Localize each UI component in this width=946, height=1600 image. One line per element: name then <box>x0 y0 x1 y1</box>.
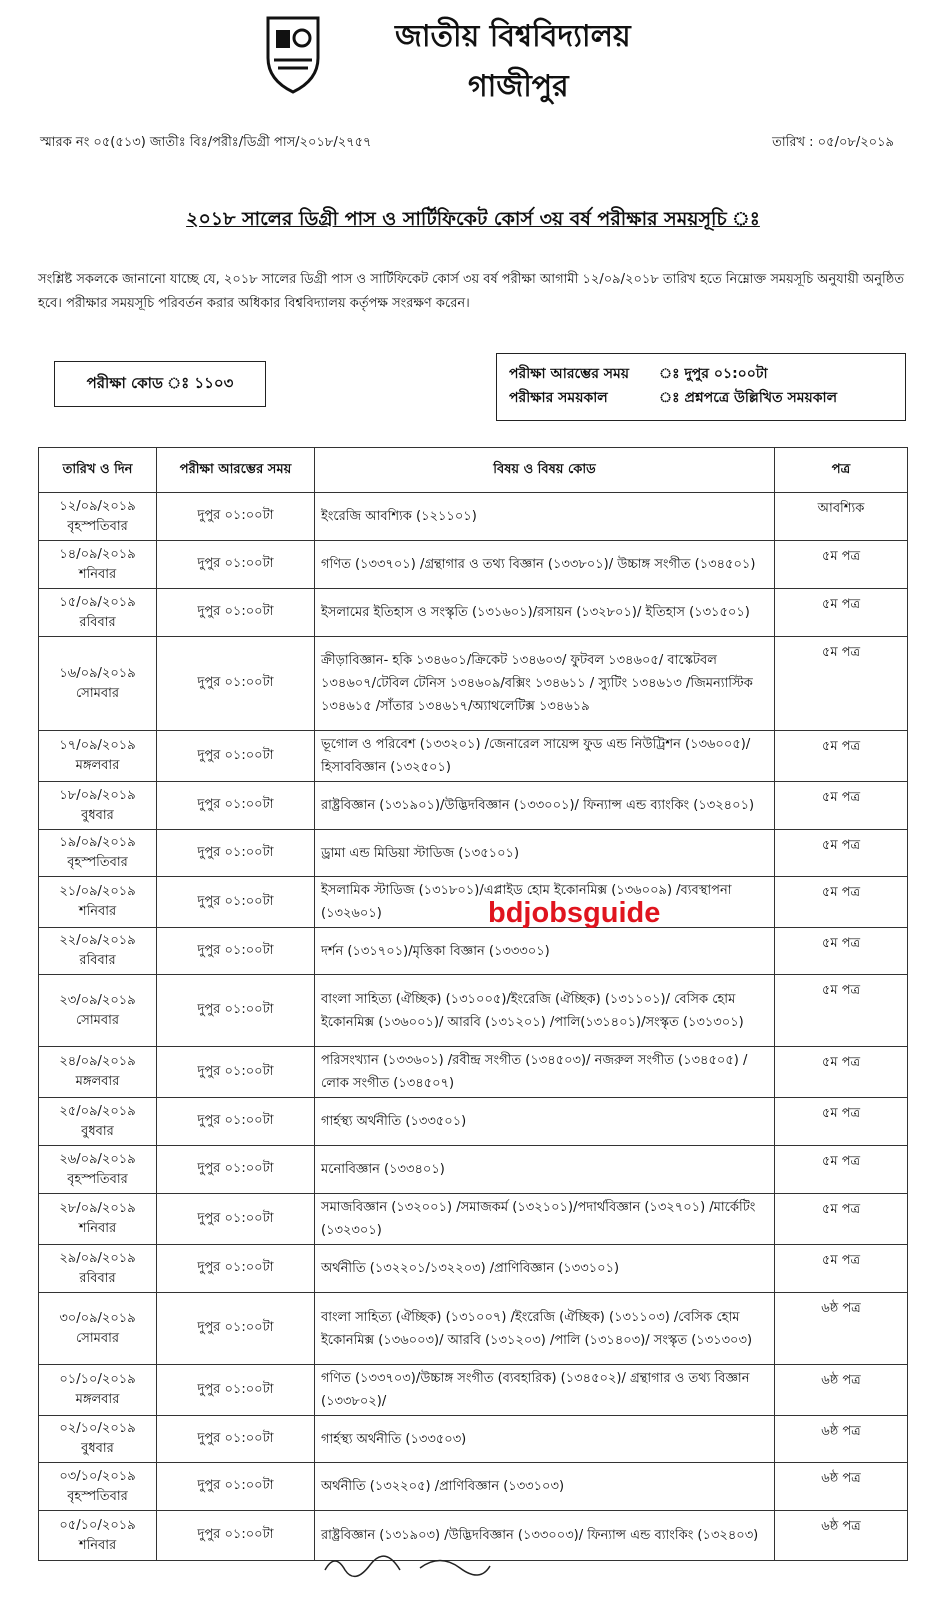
time-cell: দুপুর ০১:০০টা <box>157 1293 315 1365</box>
exam-day: বৃহস্পতিবার <box>67 518 128 534</box>
paper-cell: ৫ম পত্র <box>775 589 908 637</box>
university-city: গাজীপুর <box>468 69 569 104</box>
paper-cell: ৫ম পত্র <box>775 541 908 589</box>
time-cell: দুপুর ০১:০০টা <box>157 637 315 731</box>
time-cell: দুপুর ০১:০০টা <box>157 928 315 975</box>
exam-date: ১৭/০৯/২০১৯ <box>59 738 136 753</box>
subject-cell: গণিত (১৩৩৭০৩)/উচ্চাঙ্গ সংগীত (ব্যবহারিক) (১৩৪৫০২)/ গ্রন্থাগার ও তথ্য বিজ্ঞান (১৩৩৮০২)/ <box>315 1365 775 1416</box>
exam-date: ৩০/০৯/২০১৯ <box>59 1310 136 1326</box>
table-row <box>39 1194 908 1245</box>
table-row <box>39 928 908 975</box>
table-row <box>39 830 908 877</box>
date-cell <box>39 589 157 637</box>
notice-text: সংশ্লিষ্ট সকলকে জানানো যাচ্ছে যে, ২০১৮ সালের ডিগ্রী পাস ও সার্টিফিকেট কোর্স ৩য় বর্ষ পরীক্ষা আগামী ১২/০৯/২০১৮ তারিখ হতে নিম্নোক্ত সময়সূচি অনুযায়ী অনুষ্ঠিত হবে। পরীক্ষার সময়সূচি পরিবর্তন করার অধিকার বিশ্ববিদ্যালয় কর্তৃপক্ষ সংরক্ষণ করেন। <box>38 272 904 311</box>
date-cell <box>39 782 157 830</box>
exam-day: রবিবার <box>79 953 116 968</box>
duration-value: ঃ প্রশ্নপত্রে উল্লিখিত সময়কাল <box>659 390 837 406</box>
paper-cell: ৫ম পত্র <box>775 731 908 782</box>
paper-cell: ৬ষ্ঠ পত্র <box>775 1416 908 1463</box>
exam-time-box <box>496 353 906 421</box>
university-name: জাতীয় বিশ্ববিদ্যালয় <box>395 19 631 54</box>
time-cell: দুপুর ০১:০০টা <box>157 975 315 1047</box>
exam-day: বৃহস্পতিবার <box>67 855 128 870</box>
start-time-label: পরীক্ষা আরম্ভের সময় <box>509 366 630 382</box>
university-logo <box>262 10 324 96</box>
date-cell <box>39 493 157 541</box>
time-cell: দুপুর ০১:০০টা <box>157 1146 315 1194</box>
signature <box>320 1550 500 1580</box>
paper-cell: ৫ম পত্র <box>775 637 908 731</box>
exam-day: সোমবার <box>75 685 119 701</box>
date-cell <box>39 637 157 731</box>
duration-label: পরীক্ষার সময়কাল <box>509 390 608 406</box>
table-row <box>39 782 908 830</box>
exam-day: বৃহস্পতিবার <box>67 1488 128 1504</box>
exam-date: ১৮/০৯/২০১৯ <box>59 787 136 803</box>
table-row <box>39 1146 908 1194</box>
table-row <box>39 1047 908 1098</box>
header-paper: পত্র <box>775 448 908 493</box>
date-cell <box>39 1365 157 1416</box>
exam-day: শনিবার <box>78 1221 117 1236</box>
exam-date: ২৩/০৯/২০১৯ <box>59 992 136 1008</box>
date-cell <box>39 731 157 782</box>
subject-cell: ক্রীড়াবিজ্ঞান- হকি ১৩৪৬০১/ক্রিকেট ১৩৪৬০৩/ ফুটবল ১৩৪৬০৫/ বাস্কেটবল ১৩৪৬০৭/টেবিল টেনিস ১৩৪৬০৯/বক্সিং ১৩৪৬১১ / স্যুটিং ১৩৪৬১৩ /জিমন্যাস্টিক ১৩৪৬১৫ /সাঁতার ১৩৪৬১৭/অ্যাথলেটিক্স ১৩৪৬১৯ <box>315 637 775 731</box>
paper-cell: আবশ্যিক <box>775 493 908 541</box>
time-cell: দুপুর ০১:০০টা <box>157 1194 315 1245</box>
subject-cell: মনোবিজ্ঞান (১৩৩৪০১) <box>315 1146 775 1194</box>
exam-date: ১২/০৯/২০১৯ <box>59 498 136 514</box>
header-time: পরীক্ষা আরম্ভের সময় <box>157 448 315 493</box>
memo-number: স্মারক নং ০৫(৫১৩) জাতীঃ বিঃ/পরীঃ/ডিগ্রী পাস/২০১৮/২৭৫৭ <box>40 135 372 150</box>
subject-cell: ইংরেজি আবশ্যিক (১২১১০১) <box>315 493 775 541</box>
paper-cell: ৫ম পত্র <box>775 1245 908 1293</box>
table-row <box>39 975 908 1047</box>
exam-day: বুধবার <box>81 1123 114 1139</box>
header-subject: বিষয় ও বিষয় কোড <box>315 448 775 493</box>
exam-date: ০৩/১০/২০১৯ <box>59 1468 136 1484</box>
date-cell <box>39 877 157 928</box>
paper-cell: ৫ম পত্র <box>775 975 908 1047</box>
exam-day: রবিবার <box>79 1270 116 1286</box>
paper-cell: ৬ষ্ঠ পত্র <box>775 1365 908 1416</box>
date-cell <box>39 1511 157 1561</box>
paper-cell: ৫ম পত্র <box>775 877 908 928</box>
paper-cell: ৬ষ্ঠ পত্র <box>775 1293 908 1365</box>
paper-cell: ৫ম পত্র <box>775 928 908 975</box>
table-row <box>39 637 908 731</box>
subject-cell: দর্শন (১৩১৭০১)/মৃত্তিকা বিজ্ঞান (১৩৩৩০১) <box>315 928 775 975</box>
date-cell <box>39 1194 157 1245</box>
exam-day: মঙ্গলবার <box>75 758 120 773</box>
date-cell <box>39 975 157 1047</box>
exam-date: ২৪/০৯/২০১৯ <box>59 1054 136 1069</box>
date-cell <box>39 1245 157 1293</box>
table-row <box>39 1245 908 1293</box>
start-time-value: ঃ দুপুর ০১:০০টা <box>659 366 768 382</box>
exam-day: রবিবার <box>79 614 116 630</box>
table-row <box>39 731 908 782</box>
exam-day: বুধবার <box>81 807 114 823</box>
table-row <box>39 1365 908 1416</box>
watermark: bdjobsguide <box>488 897 661 929</box>
subject-cell: ভূগোল ও পরিবেশ (১৩৩২০১) /জেনারেল সায়েন্স ফুড এন্ড নিউট্রিশন (১৩৬০০৫)/ হিসাববিজ্ঞান (১৩২৫০১) <box>315 731 775 782</box>
paper-cell: ৫ম পত্র <box>775 1146 908 1194</box>
time-cell: দুপুর ০১:০০টা <box>157 1416 315 1463</box>
date-cell <box>39 1047 157 1098</box>
exam-day: সোমবার <box>75 1330 119 1346</box>
subject-cell: রাষ্ট্রবিজ্ঞান (১৩১৯০৩) /উদ্ভিদবিজ্ঞান (১৩৩০০৩)/ ফিন্যান্স এন্ড ব্যাংকিং (১৩২৪০৩) <box>315 1511 775 1561</box>
subject-cell: পরিসংখ্যান (১৩৩৬০১) /রবীন্দ্র সংগীত (১৩৪৫০৩)/ নজরুল সংগীত (১৩৪৫০৫) /লোক সংগীত (১৩৪৫০৭) <box>315 1047 775 1098</box>
subject-cell: ইসলামিক স্টাডিজ (১৩১৮০১)/এপ্লাইড হোম ইকোনমিক্স (১৩৬০০৯) /ব্যবস্থাপনা (১৩২৬০১) <box>315 877 775 928</box>
paper-cell: ৫ম পত্র <box>775 830 908 877</box>
date-cell <box>39 1146 157 1194</box>
exam-day: শনিবার <box>78 1537 117 1553</box>
exam-date: ২৬/০৯/২০১৯ <box>59 1151 136 1167</box>
subject-cell: বাংলা সাহিত্য (ঐচ্ছিক) (১৩১০০৭) /ইংরেজি (ঐচ্ছিক) (১৩১১০৩) /বেসিক হোম ইকোনমিক্স (১৩৬০০৩)/ আরবি (১৩১২০৩) /পালি (১৩১৪০৩)/ সংস্কৃত (১৩১৩০৩) <box>315 1293 775 1365</box>
exam-date: ২৮/০৯/২০১৯ <box>59 1201 136 1216</box>
time-cell: দুপুর ০১:০০টা <box>157 493 315 541</box>
subject-cell: গণিত (১৩৩৭০১) /গ্রন্থাগার ও তথ্য বিজ্ঞান (১৩৩৮০১)/ উচ্চাঙ্গ সংগীত (১৩৪৫০১) <box>315 541 775 589</box>
document-date: তারিখ : ০৫/০৮/২০১৯ <box>772 135 894 150</box>
exam-day: মঙ্গলবার <box>75 1392 120 1407</box>
time-cell: দুপুর ০১:০০টা <box>157 1047 315 1098</box>
paper-cell: ৫ম পত্র <box>775 1194 908 1245</box>
table-row <box>39 589 908 637</box>
date-cell <box>39 928 157 975</box>
subject-cell: সমাজবিজ্ঞান (১৩২০০১) /সমাজকর্ম (১৩২১০১)/পদার্থবিজ্ঞান (১৩২৭০১) /মার্কেটিং (১৩২৩০১) <box>315 1194 775 1245</box>
time-cell: দুপুর ০১:০০টা <box>157 1511 315 1561</box>
exam-date: ২১/০৯/২০১৯ <box>59 884 136 899</box>
table-row <box>39 1463 908 1511</box>
time-cell: দুপুর ০১:০০টা <box>157 877 315 928</box>
table-row <box>39 1098 908 1146</box>
table-row <box>39 493 908 541</box>
subject-cell: বাংলা সাহিত্য (ঐচ্ছিক) (১৩১০০৫)/ইংরেজি (ঐচ্ছিক) (১৩১১০১)/ বেসিক হোম ইকোনমিক্স (১৩৬০০১)/ আরবি (১৩১২০১) /পালি(১৩১৪০১)/সংস্কৃত (১৩১৩০১) <box>315 975 775 1047</box>
date-cell <box>39 1416 157 1463</box>
exam-day: মঙ্গলবার <box>75 1074 120 1089</box>
subject-cell: ড্রামা এন্ড মিডিয়া স্টাডিজ (১৩৫১০১) <box>315 830 775 877</box>
date-cell <box>39 830 157 877</box>
date-cell <box>39 1098 157 1146</box>
time-cell: দুপুর ০১:০০টা <box>157 1245 315 1293</box>
exam-date: ২৯/০৯/২০১৯ <box>59 1250 136 1266</box>
date-cell <box>39 1293 157 1365</box>
exam-date: ১৪/০৯/২০১৯ <box>59 546 136 562</box>
table-row <box>39 877 908 928</box>
exam-day: বুধবার <box>81 1441 114 1456</box>
exam-schedule-table <box>38 447 908 1561</box>
exam-day: সোমবার <box>75 1012 119 1028</box>
exam-day: বৃহস্পতিবার <box>67 1171 128 1187</box>
table-row <box>39 1293 908 1365</box>
paper-cell: ৫ম পত্র <box>775 782 908 830</box>
time-cell: দুপুর ০১:০০টা <box>157 782 315 830</box>
paper-cell: ৬ষ্ঠ পত্র <box>775 1463 908 1511</box>
header-date: তারিখ ও দিন <box>39 448 157 493</box>
time-cell: দুপুর ০১:০০টা <box>157 1098 315 1146</box>
exam-date: ২২/০৯/২০১৯ <box>59 933 136 948</box>
exam-date: ০২/১০/২০১৯ <box>59 1421 136 1436</box>
date-cell <box>39 541 157 589</box>
exam-date: ০১/১০/২০১৯ <box>59 1372 136 1387</box>
exam-day: শনিবার <box>78 904 117 919</box>
subject-cell: অর্থনীতি (১৩২২০১/১৩২২০৩) /প্রাণিবিজ্ঞান (১৩৩১০১) <box>315 1245 775 1293</box>
subject-cell: অর্থনীতি (১৩২২০৫) /প্রাণিবিজ্ঞান (১৩৩১০৩) <box>315 1463 775 1511</box>
subject-cell: গার্হস্থ্য অর্থনীতি (১৩৩৫০৩) <box>315 1416 775 1463</box>
exam-date: ২৫/০৯/২০১৯ <box>59 1103 136 1119</box>
table-row <box>39 541 908 589</box>
time-cell: দুপুর ০১:০০টা <box>157 589 315 637</box>
paper-cell: ৬ষ্ঠ পত্র <box>775 1511 908 1561</box>
table-row <box>39 1416 908 1463</box>
subject-cell: গার্হস্থ্য অর্থনীতি (১৩৩৫০১) <box>315 1098 775 1146</box>
exam-day: শনিবার <box>78 566 117 582</box>
exam-date: ১৯/০৯/২০১৯ <box>59 835 136 850</box>
exam-code-box: পরীক্ষা কোড ঃ ১১০৩ <box>54 361 266 407</box>
time-cell: দুপুর ০১:০০টা <box>157 541 315 589</box>
time-cell: দুপুর ০১:০০টা <box>157 1463 315 1511</box>
date-cell <box>39 1463 157 1511</box>
subject-cell: ইসলামের ইতিহাস ও সংস্কৃতি (১৩১৬০১)/রসায়ন (১৩২৮০১)/ ইতিহাস (১৩১৫০১) <box>315 589 775 637</box>
document-title: ২০১৮ সালের ডিগ্রী পাস ও সার্টিফিকেট কোর্স ৩য় বর্ষ পরীক্ষার সময়সূচি ঃ <box>186 208 760 230</box>
paper-cell: ৫ম পত্র <box>775 1047 908 1098</box>
paper-cell: ৫ম পত্র <box>775 1098 908 1146</box>
time-cell: দুপুর ০১:০০টা <box>157 731 315 782</box>
exam-date: ১৫/০৯/২০১৯ <box>59 594 136 610</box>
subject-cell: রাষ্ট্রবিজ্ঞান (১৩১৯০১)/উদ্ভিদবিজ্ঞান (১৩৩০০১)/ ফিন্যান্স এন্ড ব্যাংকিং (১৩২৪০১) <box>315 782 775 830</box>
exam-date: ১৬/০৯/২০১৯ <box>59 665 136 681</box>
time-cell: দুপুর ০১:০০টা <box>157 830 315 877</box>
exam-date: ০৫/১০/২০১৯ <box>59 1517 136 1533</box>
time-cell: দুপুর ০১:০০টা <box>157 1365 315 1416</box>
